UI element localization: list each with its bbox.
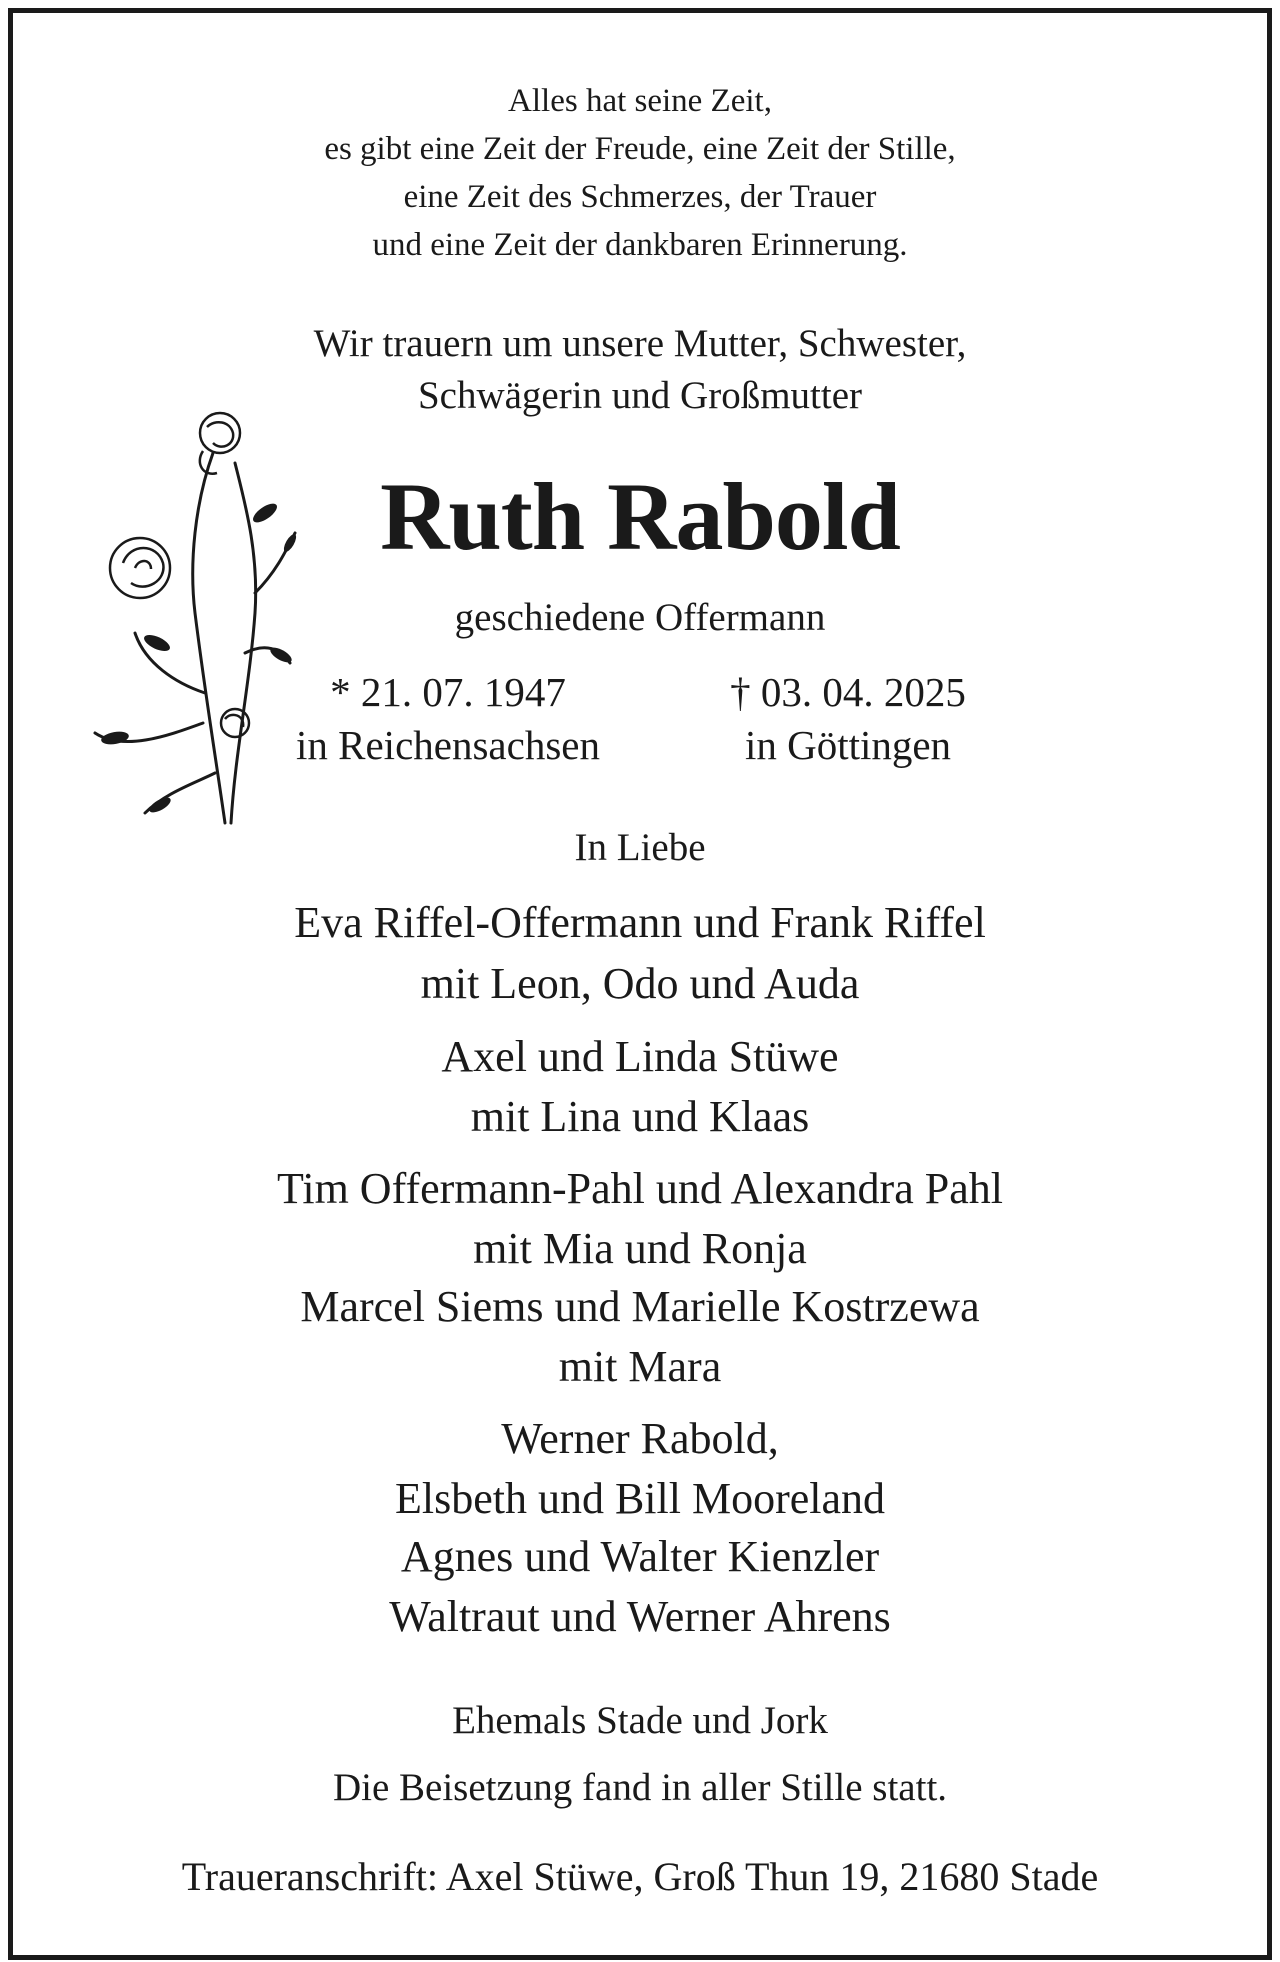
obituary-notice <box>13 13 1267 1955</box>
deceased-name: Ruth Rabold <box>380 463 900 570</box>
birth-place: in Reichensachsen <box>296 722 600 768</box>
birth-date: * 21. 07. 1947 <box>330 669 566 715</box>
mourner-line: Marcel Siems und Marielle Kostrzewa <box>300 1282 980 1331</box>
mourner-line: mit Mia und Ronja <box>473 1224 807 1273</box>
motto-line-1: Alles hat seine Zeit, <box>508 83 772 119</box>
intro-line-1: Wir trauern um unsere Mutter, Schwester, <box>313 322 967 365</box>
burial-note: Die Beisetzung fand in aller Stille statt. <box>332 1766 948 1809</box>
mourner-line: Waltraut und Werner Ahrens <box>389 1592 891 1641</box>
mourner-line: Eva Riffel-Offermann und Frank Riffel <box>294 898 986 947</box>
mourner-line: mit Lina und Klaas <box>470 1092 810 1141</box>
motto-line-3: eine Zeit des Schmerzes, der Trauer <box>403 179 877 215</box>
intro-line-2: Schwägerin und Großmutter <box>417 374 863 417</box>
mourning-address: Traueranschrift: Axel Stüwe, Groß Thun 19, 21680 Stade <box>181 1854 1099 1899</box>
mourner-line: Elsbeth und Bill Mooreland <box>394 1474 886 1523</box>
in-liebe: In Liebe <box>574 826 706 869</box>
mourner-line: mit Mara <box>558 1342 722 1391</box>
mourner-line: Axel und Linda Stüwe <box>441 1032 839 1081</box>
mourner-line: Agnes und Walter Kienzler <box>400 1532 880 1581</box>
motto-line-4: und eine Zeit der dankbaren Erinnerung. <box>372 227 908 263</box>
death-date: † 03. 04. 2025 <box>730 669 966 715</box>
death-place: in Göttingen <box>744 722 952 768</box>
mourner-line: Werner Rabold, <box>501 1414 779 1463</box>
mourner-line: Tim Offermann-Pahl und Alexandra Pahl <box>277 1164 1003 1213</box>
deceased-maiden-name: geschiedene Offermann <box>454 596 826 639</box>
mourner-line: mit Leon, Odo und Auda <box>420 959 860 1008</box>
formerly-note: Ehemals Stade und Jork <box>452 1699 828 1742</box>
obituary-frame <box>8 8 1272 1960</box>
motto-line-2: es gibt eine Zeit der Freude, eine Zeit der Stille, <box>324 131 956 167</box>
